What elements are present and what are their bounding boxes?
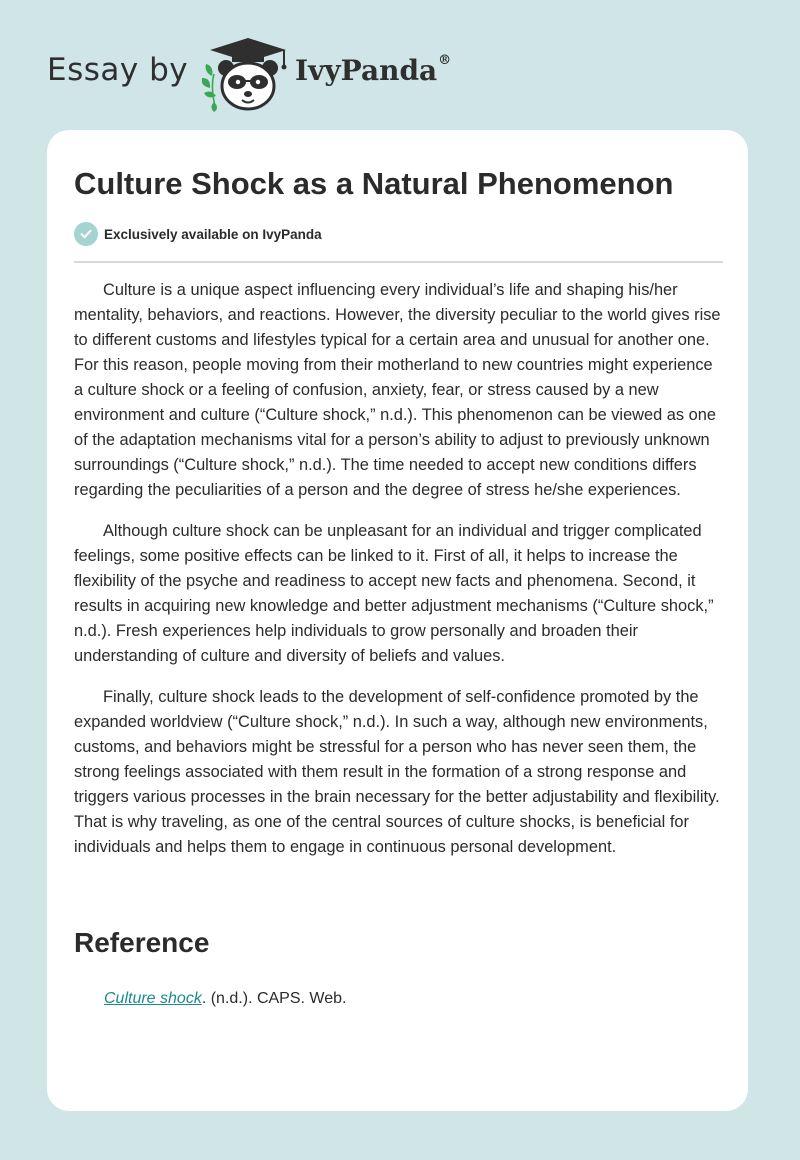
reference-entry (104, 988, 346, 1010)
essay-by-label: Essay by (47, 52, 189, 88)
essay-body (74, 278, 726, 876)
paragraph-3: Finally, culture shock leads to the development of self-confidence promoted by the expanded worldview (“Culture shock,” n.d.). In such a way, although new environments, customs, and behaviors might be stressful for a person who has never seen them, the strong feelings associated with them result in the formation of a strong response and triggers various processes in the brain necessary for the better adjustability and flexibility. That is why traveling, as one of the central sources of culture shocks, is beneficial for individuals and helps them to engage in continuous personal development. (74, 688, 720, 856)
exclusive-badge (74, 222, 322, 246)
reference-heading: Reference (74, 927, 210, 958)
site-header (47, 34, 547, 112)
exclusive-label: Exclusively available on IvyPanda (104, 226, 322, 242)
divider (74, 261, 723, 263)
brand-text: IvyPanda (295, 54, 438, 87)
page-title: Culture Shock as a Natural Phenomenon (74, 166, 674, 201)
paragraph-2: Although culture shock can be unpleasant for an individual and trigger complicated feelings, some positive effects can be linked to it. First of all, it helps to increase the flexibility of the psyche and readiness to accept new facts and phenomena. Second, it results in acquiring new knowledge and better adjustment mechanisms (“Culture shock,” n.d.). Fresh experiences help individuals to grow personally and broaden their understanding of culture and diversity of beliefs and values. (74, 522, 714, 665)
panda-logo-icon[interactable] (202, 36, 294, 112)
essay-card (47, 130, 748, 1111)
reference-link[interactable]: Culture shock (104, 990, 202, 1007)
check-icon (74, 222, 98, 246)
reference-details: . (n.d.). CAPS. Web. (201, 990, 347, 1007)
paragraph-1: Culture is a unique aspect influencing every individual’s life and shaping his/her mentality, behaviors, and reactions. However, the diversity peculiar to the world gives rise to different customs and lifestyles typical for a certain area and unusual for another one. For this reason, people moving from their motherland to new countries might experience a culture shock or a feeling of confusion, anxiety, fear, or stress caused by a new environment and culture (“Culture shock,” n.d.). This phenomenon can be viewed as one of the adaptation mechanisms vital for a person’s ability to adjust to previously unknown surroundings (“Culture shock,” n.d.). The time needed to accept new conditions differs regarding the peculiarities of a person and the degree of stress he/she experiences. (74, 281, 721, 499)
registered-mark: ® (438, 52, 452, 68)
brand-name[interactable] (295, 54, 451, 87)
